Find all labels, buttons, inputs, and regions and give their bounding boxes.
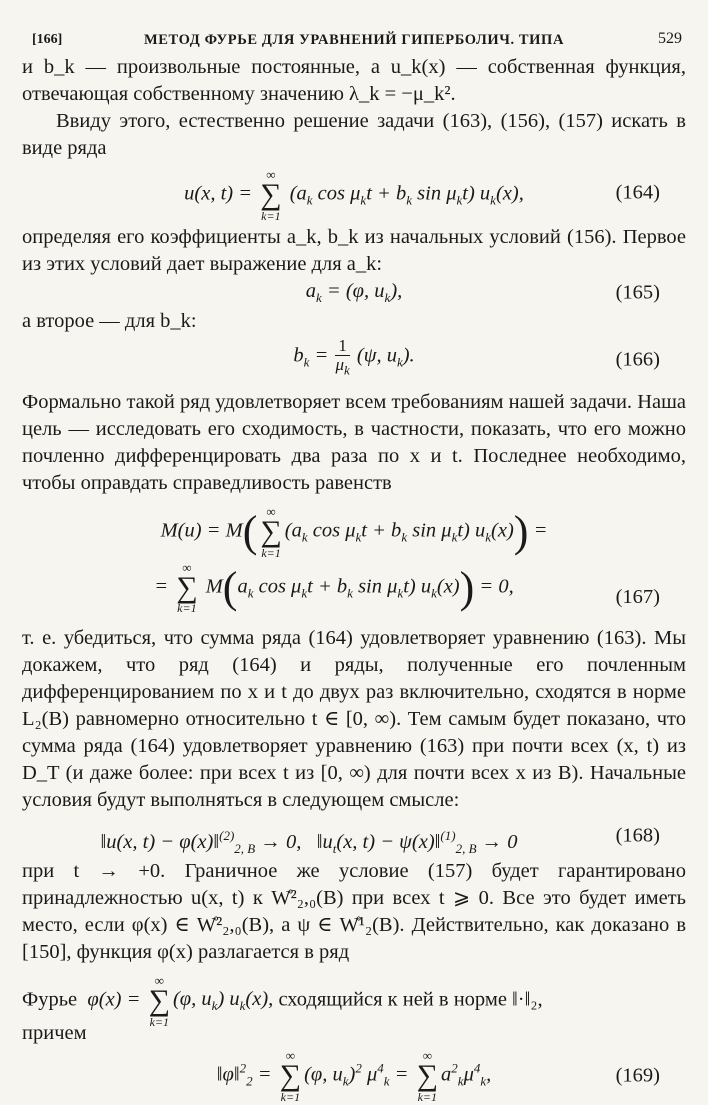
paragraph-1: и b_k — произвольные постоянные, а u_k(x) — собственная функция, отвечающая собственному значению λ_k = −μ_k². (22, 56, 686, 105)
paragraph-7: при t → +0. Граничное же условие (157) будет гарантировано принадлежностью u(x, t) к W̊²₂,₀(B) при всех t ⩾ 0. Все это будет иметь место, если φ(x) ∈ W̊²₂,₀(B), а ψ ∈ W̊¹₂(B). Действительно, как доказано в [150], функция φ(x) разлагается в ряд (22, 860, 686, 963)
equation-number-169: (169) (615, 1064, 660, 1087)
fourier-label: Фурье (22, 988, 78, 1011)
paragraph-3: определяя его коэффициенты a_k, b_k из начальных условий (156). Первое из этих условий дает выражение для a_k: (22, 226, 686, 275)
fourier-line: Фурье φ(x) = ∞ ∑ k=1 (φ, $u_k$) $u_k(x)$, сходящийся к ней в норме ‖·‖₂, (22, 973, 543, 1029)
equation-164: u(x, t) = ∞ ∑ k=1 ($a_k$ $\cos \mu_kt + b_k$ $\sin \mu_kt$) $u_k(x)$, (164) (184, 167, 660, 223)
fourier-convergence: сходящийся к ней в норме ‖·‖₂, (278, 988, 543, 1011)
running-title: МЕТОД ФУРЬЕ ДЛЯ УРАВНЕНИЙ ГИПЕРБОЛИЧ. ТИПА (143, 32, 565, 48)
equation-168: ‖u(x, t) − φ(x)‖$^{(2)}_{2, B}$ → 0, $‖u_t(x$, t) − ψ(x)‖$^{(1)}_{2, B}$ → 0 (168) (100, 824, 660, 856)
paragraph-4: а второе — для b_k: (22, 310, 197, 332)
equation-number-165: (165) (615, 281, 660, 304)
equation-165: $a_k = (\varphi$, $u_k$), (165) (305, 280, 660, 306)
running-header (22, 28, 686, 54)
paragraph-5: Формально такой ряд удовлетворяет всем требованиям нашей задачи. Наша цель — исследовать его сходимость, в частности, показать, что его можно почленно дифференцировать два раза по x и t. Последнее необходимо, чтобы оправдать справедливость равенств (22, 391, 686, 494)
paragraph-9: причем (22, 1022, 87, 1044)
paragraph-6: т. е. убедиться, что сумма ряда (164) удовлетворяет уравнению (163). Мы докажем, что ряд (164) и ряды, полученные его почленным дифференцированием по x и t до двух раз включительно, сходятся в норме L₂(B) равномерно относительно t ∈ [0, ∞). Тем самым будет показано, что сумма ряда (164) удовлетворяет уравнению (163) при почти всех (x, t) из D_T (и даже более: при всех t из [0, ∞) для почти всех x из B). Начальные условия будут выполняться в следующем смысле: (22, 627, 686, 811)
equation-166: $b_k$ = $\frac{1}{\mu_k}$ (ψ, $u_k$). (166) (293, 336, 660, 378)
section-number: [166] (32, 32, 63, 47)
equation-169: ‖φ‖$^2_2$ = ∞ ∑ k=1 (φ, $u_k)^2$ $\mu^4_k$ = ∞ ∑ k=1 $a^2_k\mu^4_k$, (169) (216, 1048, 660, 1104)
equation-number-166: (166) (615, 348, 660, 371)
equation-167: M(u) = M( ∞ ∑ k=1 ($a_k$ $\cos \mu_kt + b_k$ $\sin \mu_kt$) $u_k(x)$) = = ∞ ∑ k=1 $M(a_k$ $\cos \mu_kt + b_k$ $\sin \mu_kt$) $u_k(x)) = 0$, (167) (154, 504, 660, 615)
paragraph-2: Ввиду этого, естественно решение задачи (163), (156), (157) искать в виде ряда (22, 110, 686, 159)
equation-number-167: (167) (615, 586, 660, 608)
equation-number-168: (168) (615, 824, 660, 847)
equation-number-164: (164) (615, 181, 660, 204)
page-number: 529 (658, 30, 682, 47)
